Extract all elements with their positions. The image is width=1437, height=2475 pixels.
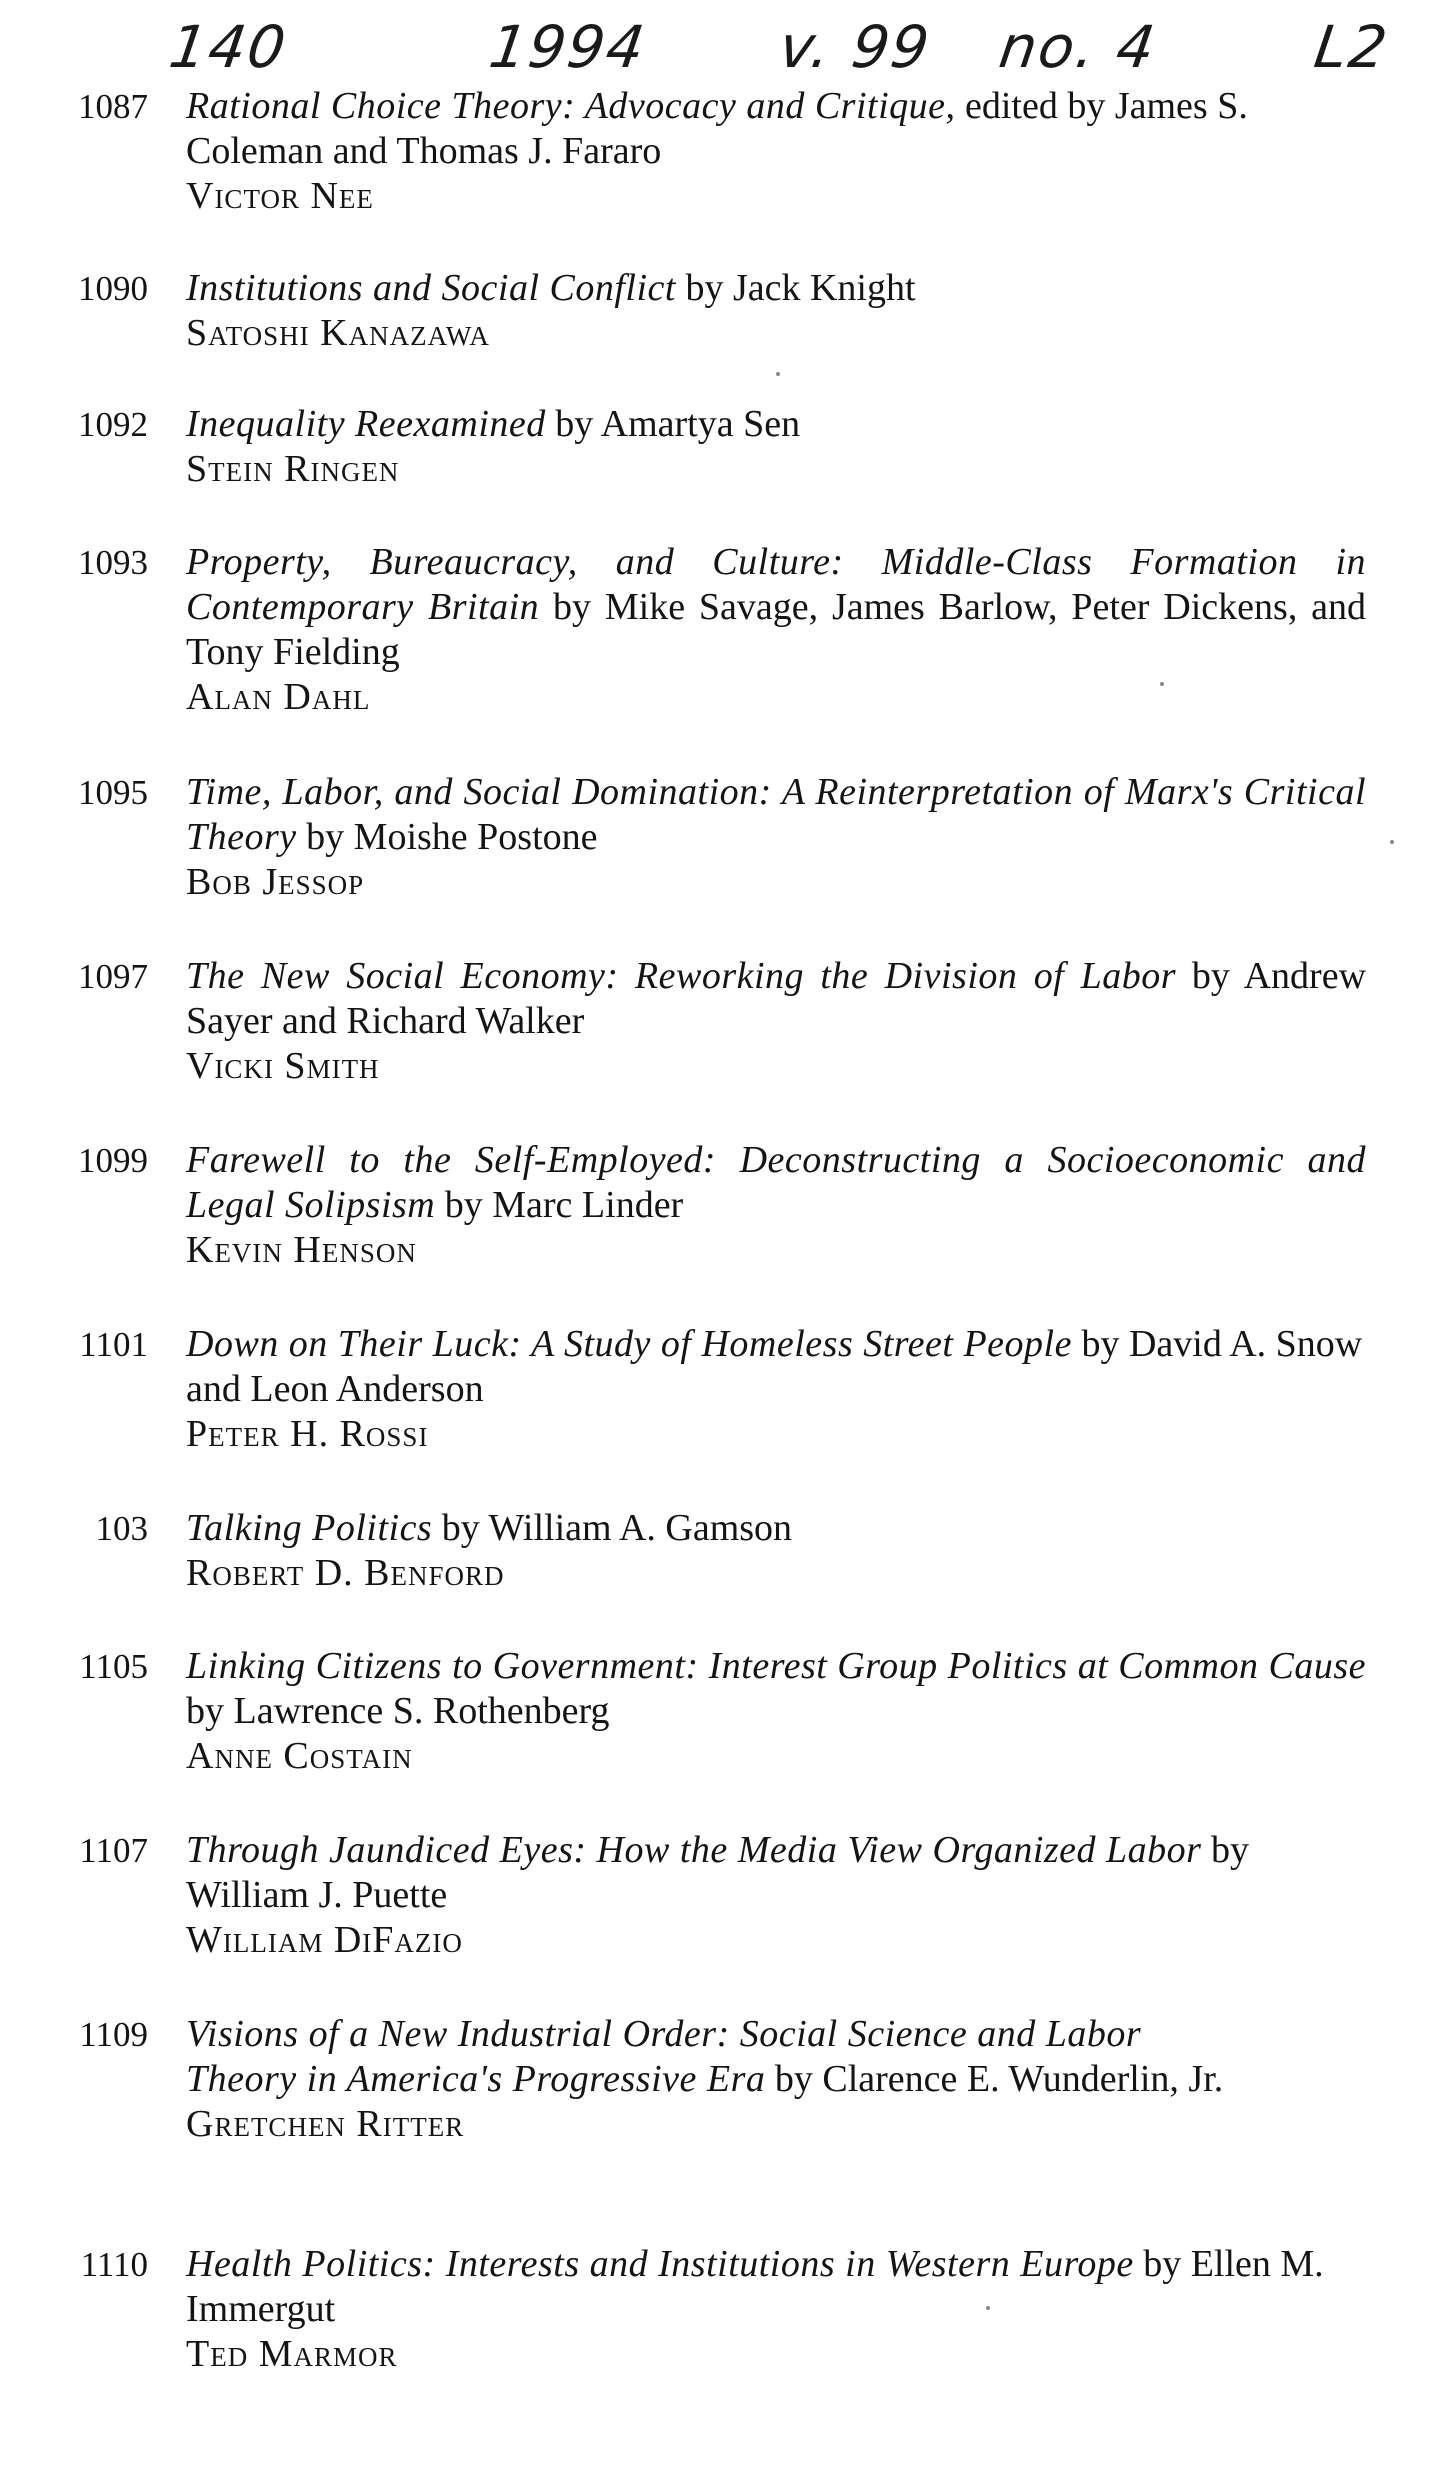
scan-speck <box>1160 682 1164 686</box>
page-number: 1095 <box>78 773 148 812</box>
book-byline: by Jack Knight <box>685 267 916 309</box>
book-title: Linking Citizens to Government: Interest Group Politics at Common Cause <box>186 1645 1366 1687</box>
handwritten-shelf-mark: L2 <box>1310 13 1393 81</box>
book-title: Inequality Reexamined <box>186 403 546 445</box>
entry-content <box>186 1138 1366 1273</box>
book-byline: by Andrew Sayer and Richard Walker <box>186 955 1367 1042</box>
book-citation <box>186 954 1366 1044</box>
page-number: 1105 <box>79 1647 148 1686</box>
book-byline: by Marc Linder <box>444 1184 684 1226</box>
book-byline: by Clarence E. Wunderlin, Jr. <box>774 2058 1224 2100</box>
reviewer-name: Bob Jessop <box>186 861 365 903</box>
reviewer-name: Kevin Henson <box>186 1229 417 1271</box>
reviewer-name: Peter H. Rossi <box>186 1413 429 1455</box>
entry-content <box>186 84 1366 219</box>
book-citation <box>186 402 1366 447</box>
book-byline: by Ellen M. Immergut <box>186 2243 1324 2330</box>
page-number: 1097 <box>78 957 148 996</box>
page-number: 1099 <box>78 1141 148 1180</box>
book-title: Through Jaundiced Eyes: How the Media View Organized Labor <box>186 1829 1202 1871</box>
entry-content <box>186 1644 1366 1779</box>
reviewer-name: Vicki Smith <box>186 1045 380 1087</box>
scan-speck <box>1390 840 1394 844</box>
book-citation <box>186 84 1366 174</box>
entry-content <box>186 1506 1366 1596</box>
handwritten-volume: v. 99 <box>775 13 936 81</box>
book-title: Talking Politics <box>186 1507 433 1549</box>
book-byline: by William A. Gamson <box>441 1507 793 1549</box>
entry-content <box>186 402 1366 492</box>
page-number: 1092 <box>78 405 148 444</box>
scan-speck <box>776 372 780 376</box>
book-byline: edited by James S. Coleman and Thomas J. Fararo <box>186 85 1248 172</box>
book-title: Time, Labor, and Social Domination: A Reinterpretation of Marx's Critical Theory <box>186 771 1366 858</box>
book-title: The New Social Economy: Reworking the Division of Labor <box>186 955 1177 997</box>
book-title: Farewell to the Self-Employed: Deconstructing a Socioeconomic and Legal Solipsism <box>186 1139 1366 1226</box>
reviewer-name: Alan Dahl <box>186 676 371 718</box>
reviewer-name: Stein Ringen <box>186 448 400 490</box>
page-number: 1087 <box>78 87 148 126</box>
book-byline: by Mike Savage, James Barlow, Peter Dickens, and Tony Fielding <box>186 586 1367 673</box>
book-citation <box>186 1644 1366 1734</box>
book-citation <box>186 1322 1366 1412</box>
book-byline: by William J. Puette <box>186 1829 1249 1916</box>
entry-content <box>186 770 1366 905</box>
book-title: Property, Bureaucracy, and Culture: Middle-Class Formation in Contemporary Britain <box>186 541 1366 628</box>
entry-content <box>186 1828 1366 1963</box>
reviewer-name: Ted Marmor <box>186 2333 398 2375</box>
book-title: Rational Choice Theory: Advocacy and Critique, <box>186 85 956 127</box>
book-byline: by Lawrence S. Rothenberg <box>186 1690 610 1732</box>
entry-content <box>186 954 1366 1089</box>
book-citation <box>186 1828 1366 1918</box>
book-title: Down on Their Luck: A Study of Homeless Street People <box>186 1323 1072 1365</box>
page-number: 1101 <box>79 1325 148 1364</box>
reviewer-name: Gretchen Ritter <box>186 2103 465 2145</box>
book-byline: by Moishe Postone <box>306 816 598 858</box>
book-byline: by Amartya Sen <box>555 403 801 445</box>
handwritten-annotation <box>0 0 1437 96</box>
book-citation <box>186 2242 1366 2332</box>
book-title: Institutions and Social Conflict <box>186 267 676 309</box>
page-number: 103 <box>95 1509 148 1548</box>
entry-content <box>186 540 1366 720</box>
reviewer-name: William DiFazio <box>186 1919 463 1961</box>
handwritten-volume-number: 140 <box>165 13 292 81</box>
reviewer-name: Victor Nee <box>186 175 374 217</box>
book-citation <box>186 2012 1246 2102</box>
entry-content <box>186 2012 1246 2147</box>
book-citation <box>186 770 1366 860</box>
entry-content <box>186 266 1366 356</box>
page-number: 1107 <box>79 1831 148 1870</box>
handwritten-year: 1994 <box>485 13 651 81</box>
book-citation <box>186 1506 1366 1551</box>
reviewer-name: Anne Costain <box>186 1735 413 1777</box>
book-title: Visions of a New Industrial Order: Social Science and Labor Theory in America's Progressive Era <box>186 2013 1142 2100</box>
reviewer-name: Satoshi Kanazawa <box>186 312 490 354</box>
scan-speck <box>986 2306 990 2310</box>
book-citation <box>186 266 1366 311</box>
book-citation <box>186 1138 1366 1228</box>
page-number: 1093 <box>78 543 148 582</box>
book-citation <box>186 540 1366 675</box>
page-number: 1109 <box>79 2015 148 2054</box>
handwritten-issue: no. 4 <box>995 13 1161 81</box>
book-title: Health Politics: Interests and Institutions in Western Europe <box>186 2243 1134 2285</box>
entry-content <box>186 2242 1366 2377</box>
entry-content <box>186 1322 1366 1457</box>
page-number: 1110 <box>80 2245 148 2284</box>
book-byline: by David A. Snow and Leon Anderson <box>186 1323 1363 1410</box>
reviewer-name: Robert D. Benford <box>186 1552 505 1594</box>
page-number: 1090 <box>78 269 148 308</box>
